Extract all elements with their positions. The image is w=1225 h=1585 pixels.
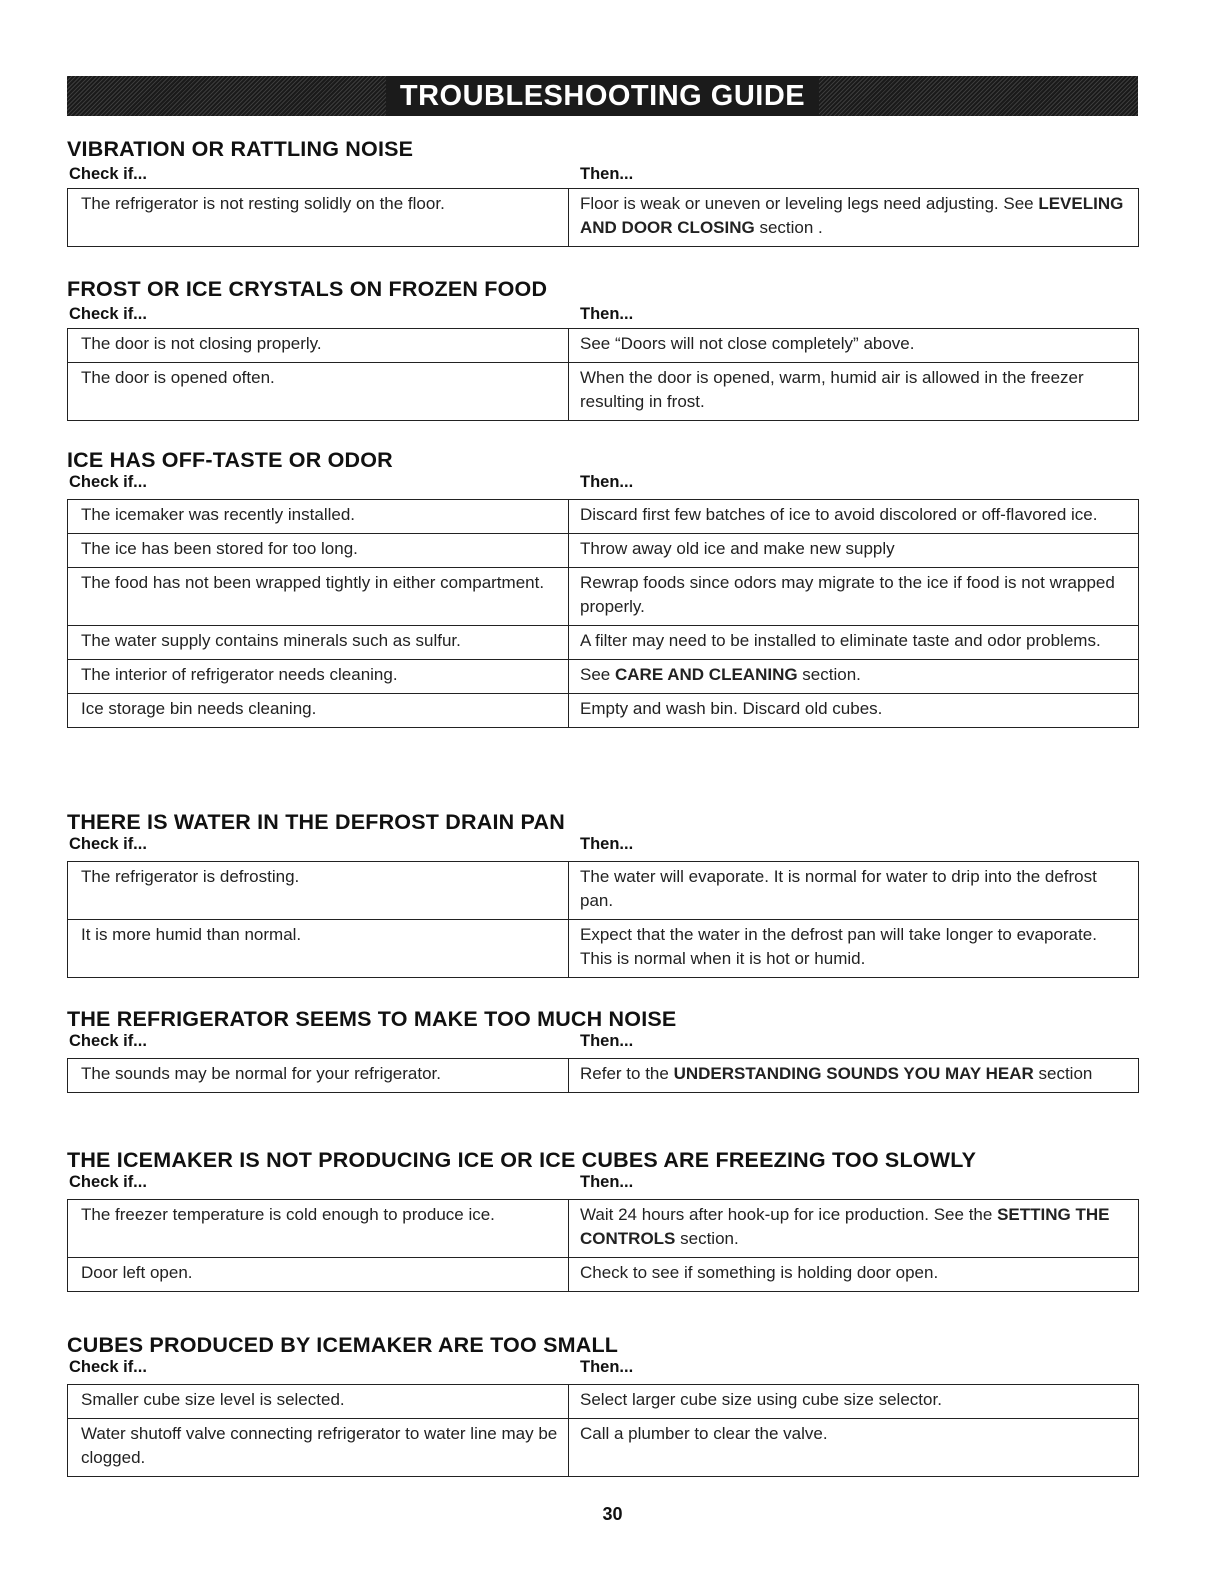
then-text: Wait 24 hours after hook-up for ice production. See the [580,1205,998,1224]
check-if-header: Check if... [69,1032,147,1050]
table-row [68,189,1139,247]
then-cell [569,1059,1139,1093]
check-cell: The refrigerator is defrosting. [68,862,569,920]
then-text-end: section. [797,665,861,684]
table-row [68,500,1139,534]
then-cell: See “Doors will not close completely” above. [569,329,1139,363]
then-cell: Throw away old ice and make new supply [569,534,1139,568]
table-row [68,626,1139,660]
table-row [68,1258,1139,1292]
then-cell: A filter may need to be installed to eliminate taste and odor problems. [569,626,1139,660]
then-text: See [580,665,615,684]
section-vibration-noise [67,137,1138,247]
check-if-header: Check if... [69,305,147,323]
section-title: ICE HAS OFF-TASTE OR ODOR [67,448,393,472]
section-too-much-noise [67,1007,1138,1093]
page-title: TROUBLESHOOTING GUIDE [386,76,819,116]
check-if-header: Check if... [69,473,147,491]
table-row [68,920,1139,978]
table-row [68,694,1139,728]
check-if-header: Check if... [69,1358,147,1376]
section-water-in-drain-pan [67,810,1138,978]
check-cell: The icemaker was recently installed. [68,500,569,534]
troubleshooting-table [67,1384,1139,1477]
then-header: Then... [580,305,634,323]
check-if-header: Check if... [69,1173,147,1191]
then-bold-text: UNDERSTANDING SOUNDS YOU MAY HEAR [673,1064,1034,1083]
check-cell: The door is not closing properly. [68,329,569,363]
then-cell: Call a plumber to clear the valve. [569,1419,1139,1477]
then-header: Then... [580,473,634,491]
then-cell: Expect that the water in the defrost pan will take longer to evaporate. This is normal when it is hot or humid. [569,920,1139,978]
title-banner [67,76,1138,116]
table-row [68,1200,1139,1258]
then-bold-text: LEVELING AND DOOR CLOSING [580,194,1124,237]
then-text-end: section. [675,1229,739,1248]
table-row [68,862,1139,920]
check-cell: Water shutoff valve connecting refrigerator to water line may be clogged. [68,1419,569,1477]
section-frost-ice-crystals [67,277,1138,421]
section-title: FROST OR ICE CRYSTALS ON FROZEN FOOD [67,277,548,301]
check-cell: The sounds may be normal for your refrigerator. [68,1059,569,1093]
check-cell: Smaller cube size level is selected. [68,1385,569,1419]
then-cell [569,1200,1139,1258]
check-cell: Door left open. [68,1258,569,1292]
then-bold-text: SETTING THE CONTROLS [580,1205,1110,1248]
check-cell: It is more humid than normal. [68,920,569,978]
then-cell [569,189,1139,247]
section-icemaker-not-producing [67,1148,1138,1292]
troubleshooting-table [67,861,1139,978]
check-cell: The food has not been wrapped tightly in either compartment. [68,568,569,626]
check-cell: The interior of refrigerator needs cleaning. [68,660,569,694]
check-cell: The refrigerator is not resting solidly on the floor. [68,189,569,247]
column-headers [67,1032,1138,1054]
table-row [68,568,1139,626]
then-text: Refer to the [580,1064,674,1083]
then-cell: The water will evaporate. It is normal for water to drip into the defrost pan. [569,862,1139,920]
troubleshooting-table [67,1199,1139,1292]
then-cell: Discard first few batches of ice to avoid discolored or off-flavored ice. [569,500,1139,534]
then-text-end: section . [754,218,823,237]
then-text-end: section [1033,1064,1093,1083]
then-header: Then... [580,165,634,183]
check-cell: Ice storage bin needs cleaning. [68,694,569,728]
then-cell: Empty and wash bin. Discard old cubes. [569,694,1139,728]
table-row [68,1385,1139,1419]
then-cell: When the door is opened, warm, humid air is allowed in the freezer resulting in frost. [569,363,1139,421]
then-header: Then... [580,1358,634,1376]
table-row [68,534,1139,568]
troubleshooting-table [67,188,1139,247]
troubleshooting-table [67,499,1139,728]
then-cell: Select larger cube size using cube size selector. [569,1385,1139,1419]
section-title: THE REFRIGERATOR SEEMS TO MAKE TOO MUCH NOISE [67,1007,677,1031]
table-row [68,329,1139,363]
table-row [68,660,1139,694]
check-if-header: Check if... [69,835,147,853]
column-headers [67,1173,1138,1195]
section-title: THERE IS WATER IN THE DEFROST DRAIN PAN [67,810,565,834]
check-cell: The ice has been stored for too long. [68,534,569,568]
section-ice-off-taste [67,448,1138,728]
check-cell: The freezer temperature is cold enough to produce ice. [68,1200,569,1258]
then-header: Then... [580,835,634,853]
page-number: 30 [602,1504,623,1524]
section-title: CUBES PRODUCED BY ICEMAKER ARE TOO SMALL [67,1333,619,1357]
then-cell: Rewrap foods since odors may migrate to the ice if food is not wrapped properly. [569,568,1139,626]
check-if-header: Check if... [69,165,147,183]
section-cubes-too-small [67,1333,1138,1477]
troubleshooting-table [67,1058,1139,1093]
column-headers [67,473,1138,495]
column-headers [67,165,1138,187]
table-row [68,1419,1139,1477]
then-text: Floor is weak or uneven or leveling legs need adjusting. See [580,194,1039,213]
then-header: Then... [580,1032,634,1050]
check-cell: The door is opened often. [68,363,569,421]
column-headers [67,835,1138,857]
check-cell: The water supply contains minerals such as sulfur. [68,626,569,660]
column-headers [67,1358,1138,1380]
then-bold-text: CARE AND CLEANING [614,665,798,684]
then-cell [569,660,1139,694]
table-row [68,363,1139,421]
table-row [68,1059,1139,1093]
then-cell: Check to see if something is holding door open. [569,1258,1139,1292]
section-title: VIBRATION OR RATTLING NOISE [67,137,414,161]
then-header: Then... [580,1173,634,1191]
troubleshooting-table [67,328,1139,421]
section-title: THE ICEMAKER IS NOT PRODUCING ICE OR ICE CUBES ARE FREEZING TOO SLOWLY [67,1148,977,1172]
column-headers [67,305,1138,327]
